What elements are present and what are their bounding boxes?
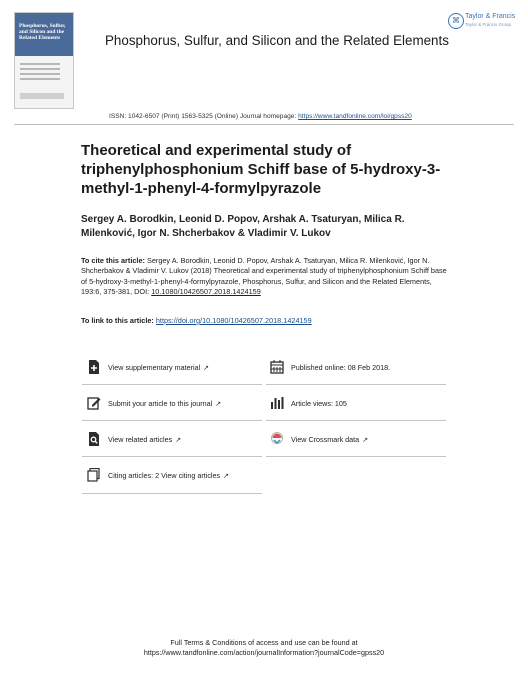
article-link-line <box>81 316 312 325</box>
cite-label: To cite this article: <box>81 256 145 265</box>
published-label: Published online: 08 Feb 2018. <box>291 363 391 372</box>
homepage-link[interactable]: https://www.tandfonline.com/loi/gpss20 <box>298 113 412 120</box>
issn-line <box>109 113 412 120</box>
cite-doi-link[interactable]: 10.1080/10426507.2018.1424159 <box>151 286 261 296</box>
journal-cover <box>14 12 74 109</box>
external-link-icon: ↗ <box>203 365 210 372</box>
divider <box>266 420 446 421</box>
cite-text: Sergey A. Borodkin, Leonid D. Popov, Arshak A. Tsaturyan, Milica R. Milenković, Igor N. Shcherbakov & Vladimir V. Lukov (2018) Theoretical and experimental study of triphenylphosphonium Schiff base of 5-hydroxy-3-methyl-1-phenyl-4-formylpyrazole, Phosphorus, Sulfur, and Silicon and the Related Elements, 193:6, 375-381, DOI: <box>81 256 447 296</box>
submit-label: Submit your article to this journal <box>108 399 213 408</box>
bar-chart-icon <box>270 396 284 410</box>
supplementary-label: View supplementary material <box>108 363 201 372</box>
header-divider <box>14 124 514 125</box>
citing-label: Citing articles: 2 View citing articles <box>108 471 221 480</box>
cover-title: Phosphorus, Sulfur, and Silicon and the Related Elements <box>19 23 66 41</box>
citation-block <box>81 256 451 297</box>
divider <box>82 493 262 494</box>
calendar-icon <box>270 360 284 374</box>
crossmark-label: View Crossmark data <box>291 435 360 444</box>
divider <box>82 420 262 421</box>
article-authors: Sergey A. Borodkin, Leonid D. Popov, Arshak A. Tsaturyan, Milica R. Milenković, Igor N. Shcherbakov & Vladimir V. Lukov <box>81 214 405 239</box>
footer <box>0 638 528 658</box>
publisher-logo-icon: ⌘ <box>448 13 464 29</box>
divider <box>82 456 262 457</box>
doi-link[interactable]: https://doi.org/10.1080/10426507.2018.1424159 <box>155 316 312 325</box>
publisher-logo <box>448 12 516 34</box>
divider <box>266 456 446 457</box>
external-link-icon: ↗ <box>215 401 222 408</box>
crossmark-icon <box>270 432 284 446</box>
related-label: View related articles <box>108 435 173 444</box>
link-label: To link to this article: <box>81 316 156 325</box>
cover-footer-bar <box>20 93 64 99</box>
add-document-icon <box>87 360 101 374</box>
cover-lines <box>20 63 60 83</box>
divider <box>266 384 446 385</box>
footer-terms-link[interactable]: https://www.tandfonline.com/action/journalInformation?journalCode=gpss20 <box>143 648 385 657</box>
edit-icon <box>87 396 101 410</box>
footer-line-1: Full Terms & Conditions of access and use can be found at <box>170 638 358 647</box>
article-title: Theoretical and experimental study of triphenylphosphonium Schiff base of 5-hydroxy-3-methyl-1-phenyl-4-formylpyrazole <box>81 142 441 197</box>
views-label: Article views: 105 <box>291 399 347 408</box>
divider <box>82 384 262 385</box>
external-link-icon: ↗ <box>362 437 369 444</box>
external-link-icon: ↗ <box>223 473 229 480</box>
citing-articles-icon <box>87 468 101 482</box>
issn-text: ISSN: 1042-6507 (Print) 1563-5325 (Online) Journal homepage: <box>109 113 299 120</box>
publisher-name: Taylor & Francis <box>465 13 516 20</box>
external-link-icon: ↗ <box>175 437 182 444</box>
journal-title: Phosphorus, Sulfur, and Silicon and the Related Elements <box>105 33 449 48</box>
search-document-icon <box>87 432 101 446</box>
publisher-tagline: Taylor & Francis Group <box>465 22 512 27</box>
